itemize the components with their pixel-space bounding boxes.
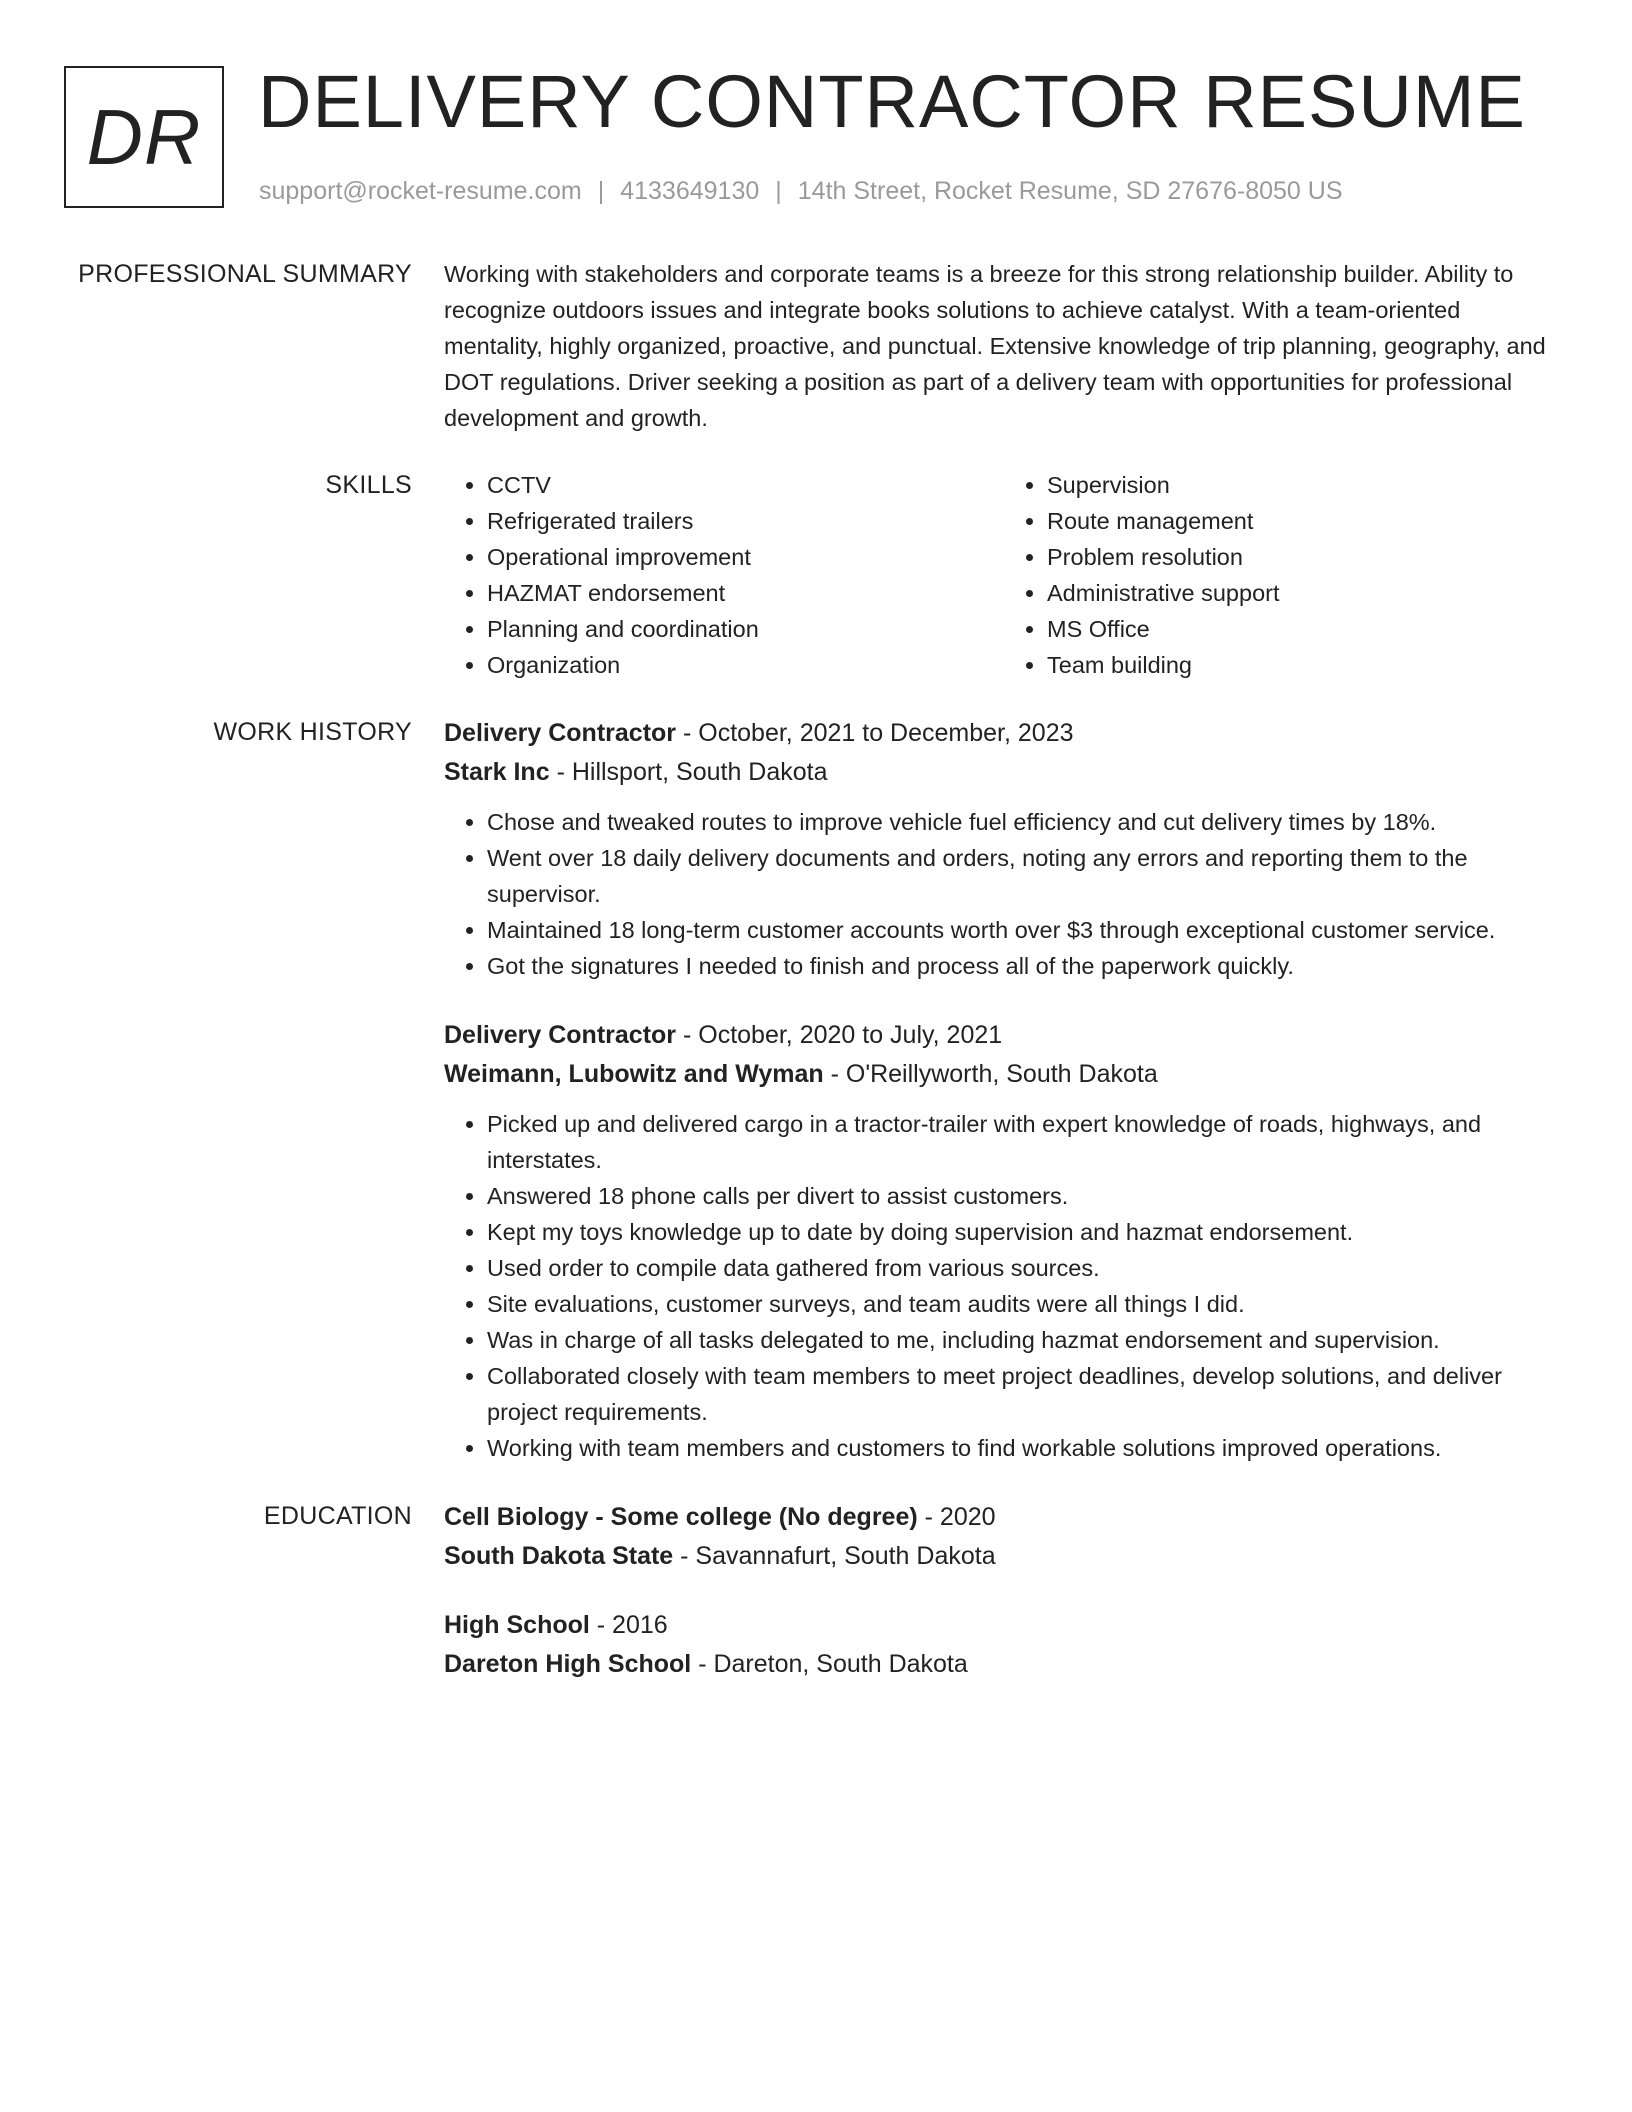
education-location: - Dareton, South Dakota — [698, 1650, 968, 1678]
job-title-line — [444, 714, 1564, 753]
skill-item: • Administrative support — [1047, 575, 1564, 611]
job-bullet: • Was in charge of all tasks delegated to me, including hazmat endorsement and supervision. — [487, 1322, 1564, 1358]
education-school: South Dakota State — [444, 1542, 674, 1570]
skill-item: • Organization — [487, 647, 1004, 683]
skill-item: • CCTV — [487, 467, 1004, 503]
job-bullet: • Chose and tweaked routes to improve vehicle fuel efficiency and cut delivery times by 18%. — [487, 804, 1564, 840]
job-location: - Hillsport, South Dakota — [556, 758, 828, 786]
job-title-line — [444, 1016, 1564, 1055]
contact-address: 14th Street, Rocket Resume, SD 27676-8050 US — [797, 177, 1343, 205]
resume-sections — [0, 256, 1632, 1684]
job-dates: - October, 2020 to July, 2021 — [682, 1021, 1003, 1049]
job-bullet: • Working with team members and customers to find workable solutions improved operations. — [487, 1430, 1564, 1466]
job-company-line — [444, 753, 1564, 792]
job-bullets — [444, 804, 1564, 984]
skills-column-left — [444, 467, 1004, 683]
professional-summary-section — [0, 256, 1632, 436]
job-company-line — [444, 1055, 1564, 1094]
skill-item: • HAZMAT endorsement — [487, 575, 1004, 611]
skill-item: • Operational improvement — [487, 539, 1004, 575]
education-degree: Cell Biology - Some college (No degree) — [444, 1503, 918, 1531]
job-bullet: • Maintained 18 long-term customer accounts worth over $3 through exceptional customer service. — [487, 912, 1564, 948]
education-location: - Savannafurt, South Dakota — [680, 1542, 996, 1570]
job-bullet: • Went over 18 daily delivery documents and orders, noting any errors and reporting them to the supervisor. — [487, 840, 1564, 912]
skills-body — [444, 467, 1564, 683]
contact-separator: | — [775, 177, 782, 205]
section-label-education: EDUCATION — [263, 1502, 412, 1530]
job-bullet: • Got the signatures I needed to finish and process all of the paperwork quickly. — [487, 948, 1564, 984]
job-entry — [444, 714, 1564, 984]
skill-item: • Problem resolution — [1047, 539, 1564, 575]
education-entry — [444, 1498, 1564, 1576]
monogram-badge: DR — [64, 66, 224, 208]
job-bullet: • Site evaluations, customer surveys, and team audits were all things I did. — [487, 1286, 1564, 1322]
education-degree: High School — [444, 1611, 590, 1639]
summary-body — [444, 256, 1564, 436]
education-year: - 2020 — [924, 1503, 996, 1531]
job-dates: - October, 2021 to December, 2023 — [682, 719, 1074, 747]
contact-email: support@rocket-resume.com — [259, 177, 582, 205]
contact-phone: 4133649130 — [620, 177, 760, 205]
section-label-work: WORK HISTORY — [213, 718, 412, 746]
work-body — [444, 714, 1564, 1466]
skills-section — [0, 467, 1632, 683]
skills-column-right — [1004, 467, 1564, 683]
skill-item: • Route management — [1047, 503, 1564, 539]
job-bullets — [444, 1106, 1564, 1466]
skills-grid — [444, 467, 1564, 683]
job-bullet: • Picked up and delivered cargo in a tractor-trailer with expert knowledge of roads, highways, and interstates. — [487, 1106, 1564, 1178]
skill-item: • Supervision — [1047, 467, 1564, 503]
job-bullet: • Used order to compile data gathered from various sources. — [487, 1250, 1564, 1286]
education-section — [0, 1498, 1632, 1684]
education-degree-line — [444, 1498, 1564, 1537]
job-company: Stark Inc — [444, 758, 550, 786]
education-school-line — [444, 1645, 1564, 1684]
skill-item: • MS Office — [1047, 611, 1564, 647]
education-year: - 2016 — [596, 1611, 668, 1639]
contact-separator: | — [597, 177, 605, 205]
education-school: Dareton High School — [444, 1650, 692, 1678]
skill-item: • Refrigerated trailers — [487, 503, 1004, 539]
contact-line — [259, 174, 1343, 208]
summary-text: Working with stakeholders and corporate teams is a breeze for this strong relationship builder. Ability to recognize outdoors issues and integrate books solutions to achieve catalyst. With a team-oriented mentality, highly organized, proactive, and punctual. Extensive knowledge of trip planning, geography, and DOT regulations. Driver seeking a position as part of a delivery team with opportunities for professional development and growth. — [444, 261, 1546, 431]
education-degree-line — [444, 1606, 1564, 1645]
job-entry — [444, 1016, 1564, 1466]
resume-title: DELIVERY CONTRACTOR RESUME — [258, 60, 1526, 143]
job-company: Weimann, Lubowitz and Wyman — [444, 1060, 824, 1088]
education-entry — [444, 1606, 1564, 1684]
section-label-summary: PROFESSIONAL SUMMARY — [78, 260, 412, 288]
job-location: - O'Reillyworth, South Dakota — [830, 1060, 1158, 1088]
job-bullet: • Kept my toys knowledge up to date by doing supervision and hazmat endorsement. — [487, 1214, 1564, 1250]
job-title: Delivery Contractor — [444, 719, 677, 747]
work-history-section — [0, 714, 1632, 1466]
section-label-skills: SKILLS — [325, 471, 412, 499]
job-title: Delivery Contractor — [444, 1021, 677, 1049]
skill-item: • Team building — [1047, 647, 1564, 683]
education-school-line — [444, 1537, 1564, 1576]
education-body — [444, 1498, 1564, 1684]
skill-item: • Planning and coordination — [487, 611, 1004, 647]
job-bullet: • Collaborated closely with team members to meet project deadlines, develop solutions, and deliver project requirements. — [487, 1358, 1564, 1430]
job-bullet: • Answered 18 phone calls per divert to assist customers. — [487, 1178, 1564, 1214]
